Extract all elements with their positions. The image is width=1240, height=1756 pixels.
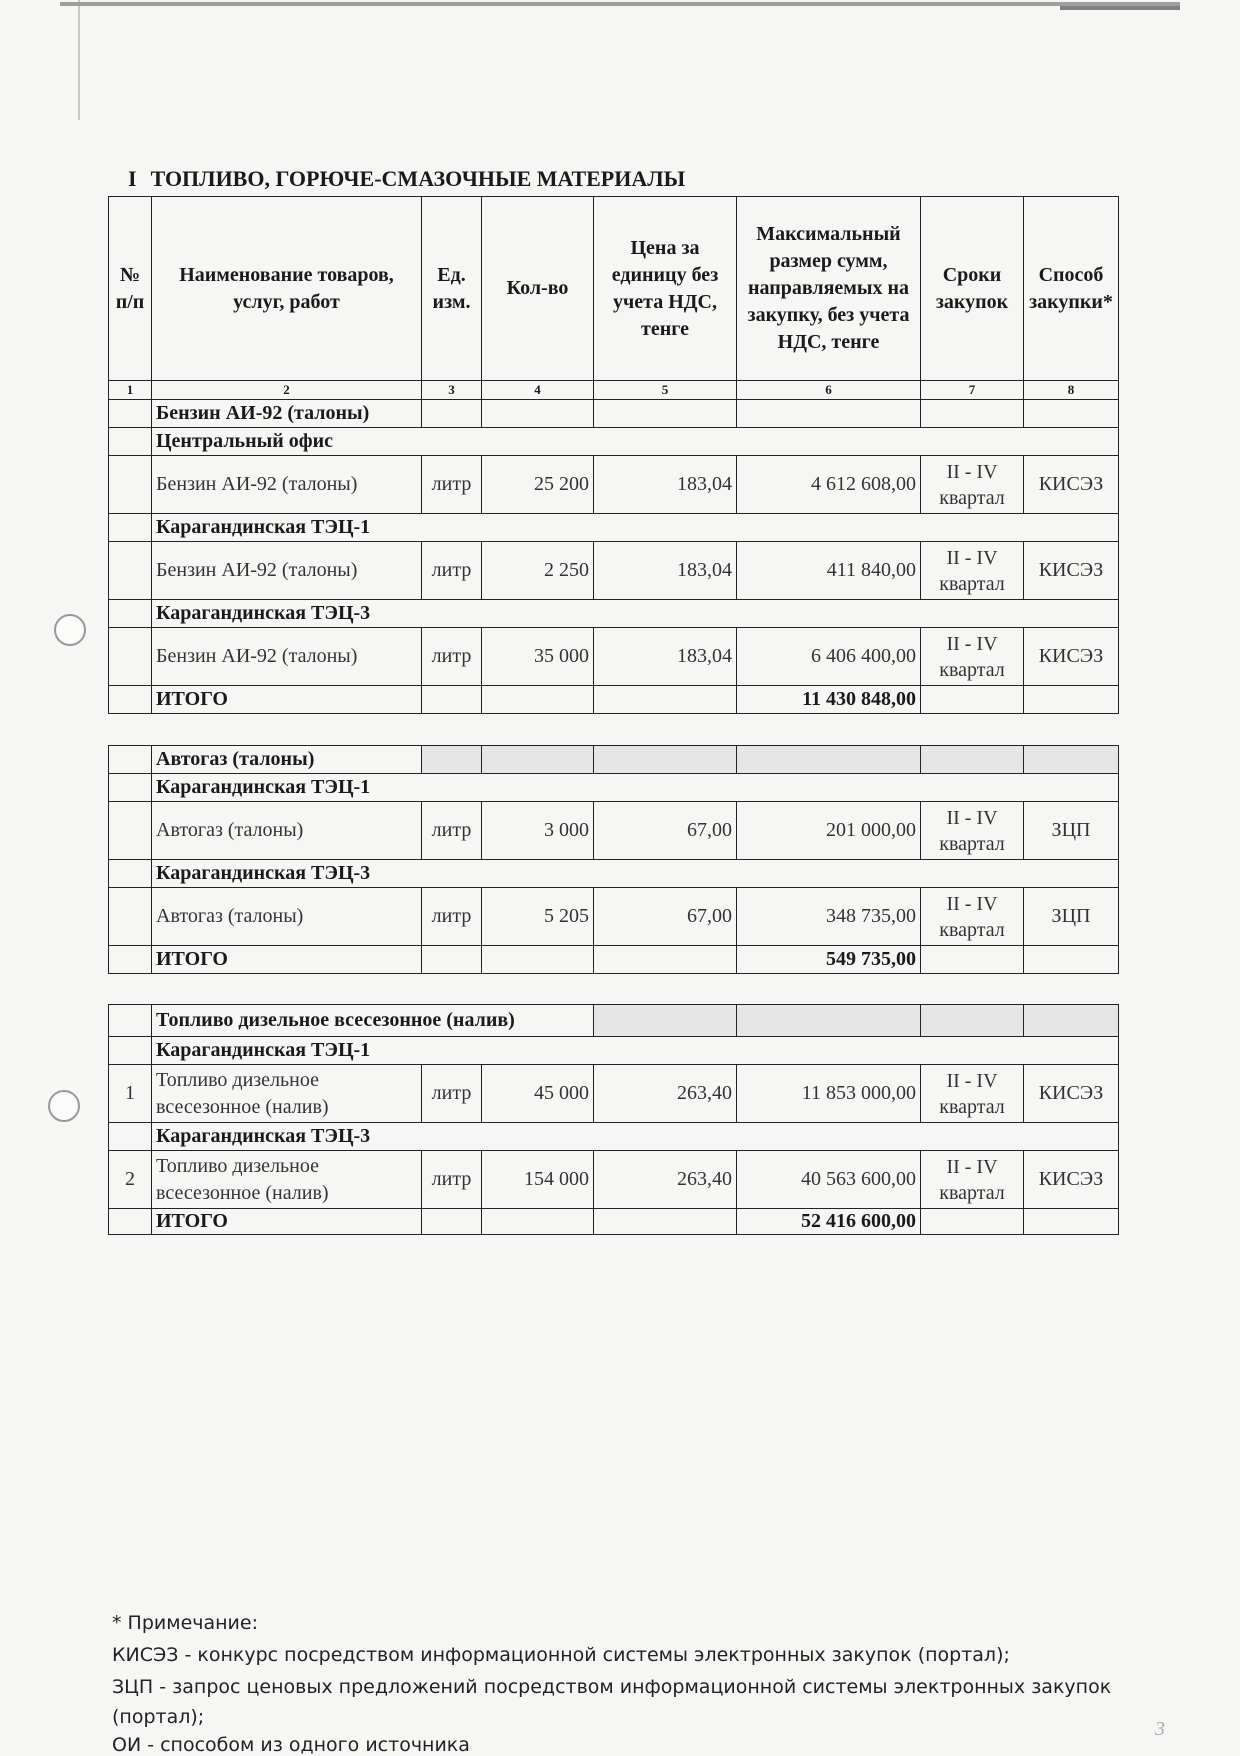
table-row	[109, 1065, 1119, 1123]
total-sum: 11 430 848,00	[737, 686, 921, 714]
item-qty: 35 000	[482, 628, 594, 686]
punch-hole	[48, 1090, 80, 1122]
col-index: 7	[921, 381, 1024, 400]
item-term	[921, 542, 1024, 600]
item-method: КИСЭЗ	[1024, 628, 1119, 686]
col-index: 6	[737, 381, 921, 400]
total-row	[109, 686, 1119, 714]
table-autogas	[108, 745, 1119, 974]
group-name: Карагандинская ТЭЦ-3	[152, 600, 1119, 628]
section-number: I	[128, 166, 137, 191]
group-row	[109, 514, 1119, 542]
term-unit: квартал	[939, 658, 1005, 681]
table-row	[109, 888, 1119, 946]
item-method: КИСЭЗ	[1024, 1151, 1119, 1209]
col-index: 5	[594, 381, 737, 400]
item-price: 183,04	[594, 542, 737, 600]
total-sum: 52 416 600,00	[737, 1209, 921, 1235]
group-name: Карагандинская ТЭЦ-3	[152, 860, 1119, 888]
item-method: КИСЭЗ	[1024, 542, 1119, 600]
col-index: 2	[152, 381, 422, 400]
table-row	[109, 802, 1119, 860]
item-term	[921, 1065, 1024, 1123]
col-index: 4	[482, 381, 594, 400]
note-line: ОИ - способом из одного источника	[112, 1734, 470, 1756]
note-title: * Примечание:	[112, 1612, 258, 1634]
term-unit: квартал	[939, 918, 1005, 941]
group-row	[109, 860, 1119, 888]
group-row	[109, 600, 1119, 628]
col-header-unit: Ед. изм.	[422, 197, 482, 381]
section-row	[109, 746, 1119, 774]
col-header-terms: Сроки закупок	[921, 197, 1024, 381]
item-qty: 3 000	[482, 802, 594, 860]
col-header-no: № п/п	[109, 197, 152, 381]
note-line: КИСЭЗ - конкурс посредством информационной системы электронных закупок (портал);	[112, 1644, 1010, 1666]
group-row	[109, 1123, 1119, 1151]
col-header-name: Наименование товаров, услуг, работ	[152, 197, 422, 381]
item-price: 263,40	[594, 1065, 737, 1123]
item-name	[152, 1065, 422, 1123]
group-row	[109, 774, 1119, 802]
item-unit: литр	[422, 1151, 482, 1209]
col-header-qty: Кол-во	[482, 197, 594, 381]
group-row	[109, 428, 1119, 456]
page-number: 3	[1155, 1718, 1165, 1740]
item-method: КИСЭЗ	[1024, 456, 1119, 514]
item-price: 263,40	[594, 1151, 737, 1209]
item-unit: литр	[422, 456, 482, 514]
table-row	[109, 456, 1119, 514]
term-quarters: II - IV	[946, 1155, 998, 1178]
term-unit: квартал	[939, 572, 1005, 595]
section-name: Бензин АИ-92 (талоны)	[152, 400, 422, 428]
section-title: ТОПЛИВО, ГОРЮЧЕ-СМАЗОЧНЫЕ МАТЕРИАЛЫ	[150, 166, 686, 191]
term-unit: квартал	[939, 1095, 1005, 1118]
item-unit: литр	[422, 542, 482, 600]
table-row	[109, 1151, 1119, 1209]
item-name-line: всесезонное (налив)	[156, 1181, 329, 1204]
col-index: 3	[422, 381, 482, 400]
item-name-line: всесезонное (налив)	[156, 1095, 329, 1118]
item-unit: литр	[422, 802, 482, 860]
header-row	[109, 197, 1119, 381]
item-unit: литр	[422, 1065, 482, 1123]
item-term	[921, 456, 1024, 514]
total-label: ИТОГО	[152, 686, 422, 714]
section-name: Автогаз (талоны)	[152, 746, 422, 774]
col-index: 1	[109, 381, 152, 400]
col-header-price: Цена за единицу без учета НДС, тенге	[594, 197, 737, 381]
note-line: (портал);	[112, 1706, 205, 1728]
table-diesel	[108, 1004, 1119, 1235]
item-number: 2	[109, 1151, 152, 1209]
item-term	[921, 628, 1024, 686]
item-qty: 154 000	[482, 1151, 594, 1209]
scan-edge-top-right	[1060, 6, 1180, 10]
group-row	[109, 1037, 1119, 1065]
term-quarters: II - IV	[946, 632, 998, 655]
punch-hole	[54, 614, 86, 646]
section-row	[109, 400, 1119, 428]
col-index: 8	[1024, 381, 1119, 400]
group-name: Карагандинская ТЭЦ-3	[152, 1123, 1119, 1151]
term-unit: квартал	[939, 832, 1005, 855]
item-price: 183,04	[594, 628, 737, 686]
term-unit: квартал	[939, 486, 1005, 509]
scan-edge-left	[78, 0, 80, 120]
section-row	[109, 1005, 1119, 1037]
term-quarters: II - IV	[946, 892, 998, 915]
item-term	[921, 1151, 1024, 1209]
term-quarters: II - IV	[946, 806, 998, 829]
item-name: Бензин АИ-92 (талоны)	[152, 542, 422, 600]
item-sum: 40 563 600,00	[737, 1151, 921, 1209]
table-row	[109, 542, 1119, 600]
item-method: КИСЭЗ	[1024, 1065, 1119, 1123]
item-term	[921, 888, 1024, 946]
total-label: ИТОГО	[152, 946, 422, 974]
item-price: 183,04	[594, 456, 737, 514]
section-heading	[128, 166, 685, 192]
item-method: ЗЦП	[1024, 802, 1119, 860]
term-quarters: II - IV	[946, 1069, 998, 1092]
item-qty: 45 000	[482, 1065, 594, 1123]
item-name: Бензин АИ-92 (талоны)	[152, 628, 422, 686]
item-sum: 201 000,00	[737, 802, 921, 860]
item-sum: 4 612 608,00	[737, 456, 921, 514]
item-unit: литр	[422, 888, 482, 946]
item-name	[152, 1151, 422, 1209]
item-term	[921, 802, 1024, 860]
item-price: 67,00	[594, 888, 737, 946]
item-name: Автогаз (талоны)	[152, 802, 422, 860]
term-quarters: II - IV	[946, 460, 998, 483]
group-name: Карагандинская ТЭЦ-1	[152, 1037, 1119, 1065]
term-quarters: II - IV	[946, 546, 998, 569]
total-label: ИТОГО	[152, 1209, 422, 1235]
total-row	[109, 1209, 1119, 1235]
table-gasoline	[108, 196, 1119, 714]
section-name: Топливо дизельное всесезонное (налив)	[152, 1005, 594, 1037]
item-name: Бензин АИ-92 (талоны)	[152, 456, 422, 514]
group-name: Центральный офис	[152, 428, 1119, 456]
item-sum: 411 840,00	[737, 542, 921, 600]
term-unit: квартал	[939, 1181, 1005, 1204]
item-qty: 2 250	[482, 542, 594, 600]
column-index-row	[109, 381, 1119, 400]
note-line: ЗЦП - запрос ценовых предложений посредством информационной системы электронных закупок	[112, 1676, 1112, 1698]
scan-edge-top	[60, 2, 1180, 6]
item-number: 1	[109, 1065, 152, 1123]
item-price: 67,00	[594, 802, 737, 860]
table-row	[109, 628, 1119, 686]
col-header-method: Способ закупки*	[1024, 197, 1119, 381]
total-sum: 549 735,00	[737, 946, 921, 974]
group-name: Карагандинская ТЭЦ-1	[152, 514, 1119, 542]
col-header-max-sum: Максимальный размер сумм, направляемых на закупку, без учета НДС, тенге	[737, 197, 921, 381]
item-qty: 25 200	[482, 456, 594, 514]
item-sum: 11 853 000,00	[737, 1065, 921, 1123]
item-method: ЗЦП	[1024, 888, 1119, 946]
item-name-line: Топливо дизельное	[156, 1154, 319, 1177]
item-name-line: Топливо дизельное	[156, 1068, 319, 1091]
item-qty: 5 205	[482, 888, 594, 946]
total-row	[109, 946, 1119, 974]
item-sum: 6 406 400,00	[737, 628, 921, 686]
item-name: Автогаз (талоны)	[152, 888, 422, 946]
group-name: Карагандинская ТЭЦ-1	[152, 774, 1119, 802]
item-sum: 348 735,00	[737, 888, 921, 946]
item-unit: литр	[422, 628, 482, 686]
